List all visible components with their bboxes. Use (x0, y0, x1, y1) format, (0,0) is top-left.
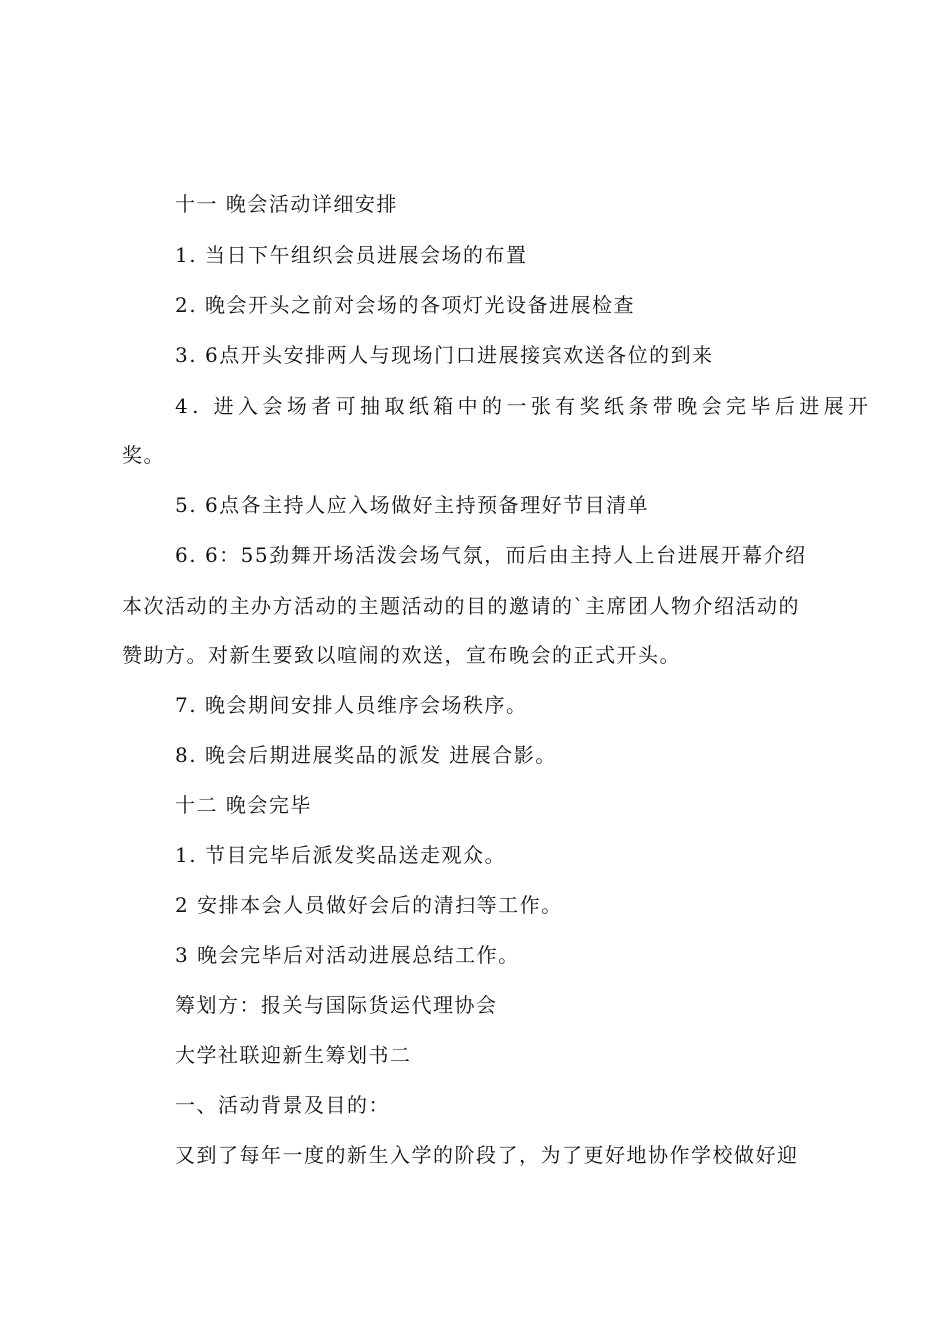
list-item: 7. 晚会期间安排人员维序会场秩序。 (175, 693, 528, 717)
list-item: 3. 6点开头安排两人与现场门口进展接宾欢送各位的到来 (175, 343, 714, 367)
section-heading: 十二 晚会完毕 (175, 793, 312, 817)
list-item: 4. 进入会场者可抽取纸箱中的一张有奖纸条带晚会完毕后进展开 (175, 394, 873, 418)
list-item-continuation: 奖。 (122, 443, 165, 467)
list-item: 2. 晚会开头之前对会场的各项灯光设备进展检查 (175, 293, 635, 317)
list-item: 3 晚会完毕后对活动进展总结工作。 (175, 943, 520, 967)
document-title: 大学社联迎新生筹划书二 (175, 1043, 412, 1067)
list-item: 1. 节目完毕后派发奖品送走观众。 (175, 843, 506, 867)
organizer-line: 筹划方：报关与国际货运代理协会 (175, 993, 498, 1017)
section-heading: 一、活动背景及目的： (175, 1093, 390, 1117)
list-item: 8. 晚会后期进展奖品的派发 进展合影。 (175, 743, 557, 767)
section-heading: 十一 晚会活动详细安排 (175, 192, 398, 216)
list-item-continuation: 赞助方。对新生要致以喧闹的欢送，宣布晚会的正式开头。 (122, 643, 681, 667)
list-item: 1. 当日下午组织会员进展会场的布置 (175, 243, 528, 267)
paragraph-line: 又到了每年一度的新生入学的阶段了，为了更好地协作学校做好迎 (175, 1143, 799, 1167)
list-item: 2 安排本会人员做好会后的清扫等工作。 (175, 893, 563, 917)
list-item-continuation: 本次活动的主办方活动的主题活动的目的邀请的`主席团人物介绍活动的 (122, 594, 800, 618)
list-item: 5. 6点各主持人应入场做好主持预备理好节目清单 (175, 493, 650, 517)
list-item: 6. 6：55劲舞开场活泼会场气氛，而后由主持人上台进展开幕介绍 (175, 543, 807, 567)
